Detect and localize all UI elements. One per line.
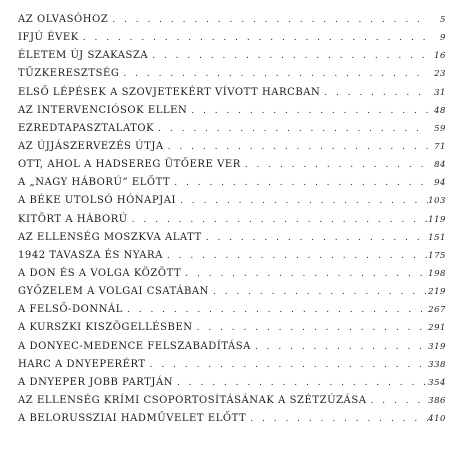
toc-leader-dots <box>250 414 428 424</box>
toc-leader-dots <box>197 323 428 333</box>
toc-entry-page: 71 <box>434 141 446 152</box>
toc-entry <box>18 250 446 268</box>
toc-leader-dots <box>152 51 428 61</box>
toc-entry-title: IFJÚ ÉVEK <box>18 32 79 44</box>
toc-leader-dots <box>123 69 428 79</box>
toc-entry <box>18 68 446 86</box>
toc-entry <box>18 286 446 304</box>
toc-entry-page: 386 <box>428 395 446 406</box>
toc-entry <box>18 304 446 322</box>
toc-entry-title: 1942 TAVASZA ÉS NYARA <box>18 249 163 261</box>
toc-leader-dots <box>168 142 428 152</box>
toc-leader-dots <box>206 233 428 243</box>
toc-leader-dots <box>177 378 428 388</box>
toc-entry-title: AZ ELLENSÉG MOSZKVA ALATT <box>18 231 202 243</box>
toc-entry <box>18 50 446 68</box>
toc-entry-page: 338 <box>428 359 446 370</box>
toc-entry-page: 291 <box>428 323 446 334</box>
toc-entry-title: A KURSZKI KISZÖGELLÉSBEN <box>18 322 193 334</box>
toc-leader-dots <box>371 396 429 406</box>
toc-entry-page: 5 <box>440 15 446 25</box>
toc-entry-title: AZ ELLENSÉG KRÍMI CSOPORTOSÍTÁSÁNAK A SZÉTZÚZÁSA <box>18 394 367 406</box>
toc-leader-dots <box>324 88 428 98</box>
toc-leader-dots <box>245 160 428 170</box>
toc-entry-page: 94 <box>434 178 446 189</box>
toc-entry-page: 48 <box>434 105 446 116</box>
toc-leader-dots <box>167 251 428 261</box>
toc-entry-page: 103 <box>428 196 446 207</box>
toc-entry <box>18 413 446 431</box>
toc-entry <box>18 268 446 286</box>
toc-entry-title: AZ OLVASÓHOZ <box>18 14 109 25</box>
toc-entry <box>18 159 446 177</box>
toc-entry <box>18 123 446 141</box>
toc-entry-title: A BELORUSSZIAI HADMŰVELET ELŐTT <box>18 413 247 425</box>
toc-leader-dots <box>180 196 428 206</box>
toc-entry <box>18 359 446 377</box>
toc-entry-page: 84 <box>434 160 446 171</box>
toc-entry-page: 16 <box>434 51 446 62</box>
toc-leader-dots <box>158 124 428 134</box>
toc-entry <box>18 214 446 232</box>
toc-entry-page: 119 <box>428 214 446 225</box>
toc-entry-title: EZREDTAPASZTALATOK <box>18 122 155 134</box>
toc-entry-title: ELSŐ LÉPÉSEK A SZOVJETEKÉRT VÍVOTT HARCBAN <box>18 86 321 98</box>
toc-leader-dots <box>83 33 428 43</box>
toc-entry <box>18 141 446 159</box>
toc-leader-dots <box>174 178 428 188</box>
toc-entry-title: AZ INTERVENCIÓSOK ELLEN <box>18 104 188 116</box>
toc-entry-page: 31 <box>434 87 446 98</box>
toc-entry-page: 9 <box>440 33 446 44</box>
toc-entry-page: 198 <box>428 268 446 279</box>
toc-entry <box>18 395 446 413</box>
toc-entry-page: 410 <box>428 414 446 425</box>
toc-leader-dots <box>127 305 428 315</box>
toc-entry-page: 23 <box>434 69 446 80</box>
toc-entry-page: 319 <box>428 341 446 352</box>
toc-entry <box>18 232 446 250</box>
toc-entry-title: A DON ÉS A VOLGA KÖZÖTT <box>18 267 182 279</box>
toc-entry-title: AZ ÚJJÁSZERVEZÉS ÚTJA <box>18 140 164 152</box>
toc-entry-title: KITÖRT A HÁBORÚ <box>18 213 128 225</box>
toc-leader-dots <box>112 15 428 25</box>
toc-entry <box>18 341 446 359</box>
toc-leader-dots <box>191 106 428 116</box>
table-of-contents <box>18 14 446 431</box>
toc-entry-title: TŰZKERESZTSÉG <box>18 68 120 80</box>
toc-entry <box>18 322 446 340</box>
toc-entry-page: 59 <box>434 123 446 134</box>
toc-leader-dots <box>185 269 428 279</box>
toc-entry-page: 175 <box>428 250 446 261</box>
toc-entry-page: 219 <box>428 287 446 298</box>
toc-entry <box>18 195 446 213</box>
toc-entry <box>18 105 446 123</box>
toc-entry-title: A FELSŐ-DONNÁL <box>18 304 123 316</box>
toc-leader-dots <box>213 287 428 297</box>
toc-entry-title: HARC A DNYEPERÉRT <box>18 358 146 370</box>
toc-leader-dots <box>132 215 428 225</box>
toc-entry-title: A „NAGY HÁBORÚ” ELŐTT <box>18 177 171 189</box>
toc-entry-page: 151 <box>428 232 446 243</box>
toc-entry-page: 267 <box>428 305 446 316</box>
toc-entry-title: A DNYEPER JOBB PARTJÁN <box>18 376 174 388</box>
toc-entry-title: A DONYEC-MEDENCE FELSZABADÍTÁSA <box>18 340 251 352</box>
toc-leader-dots <box>150 360 428 370</box>
toc-entry <box>18 14 446 32</box>
toc-leader-dots <box>255 342 428 352</box>
toc-entry-title: OTT, AHOL A HADSEREG ÜTŐERE VER <box>18 159 241 171</box>
toc-entry <box>18 177 446 195</box>
toc-entry <box>18 32 446 50</box>
toc-entry-page: 354 <box>428 377 446 388</box>
toc-entry-title: A BÉKE UTOLSÓ HÓNAPJAI <box>18 195 177 207</box>
toc-entry <box>18 87 446 105</box>
toc-entry-title: GYŐZELEM A VOLGAI CSATÁBAN <box>18 286 209 298</box>
toc-entry-title: ÉLETEM ÚJ SZAKASZA <box>18 50 149 62</box>
toc-entry <box>18 377 446 395</box>
